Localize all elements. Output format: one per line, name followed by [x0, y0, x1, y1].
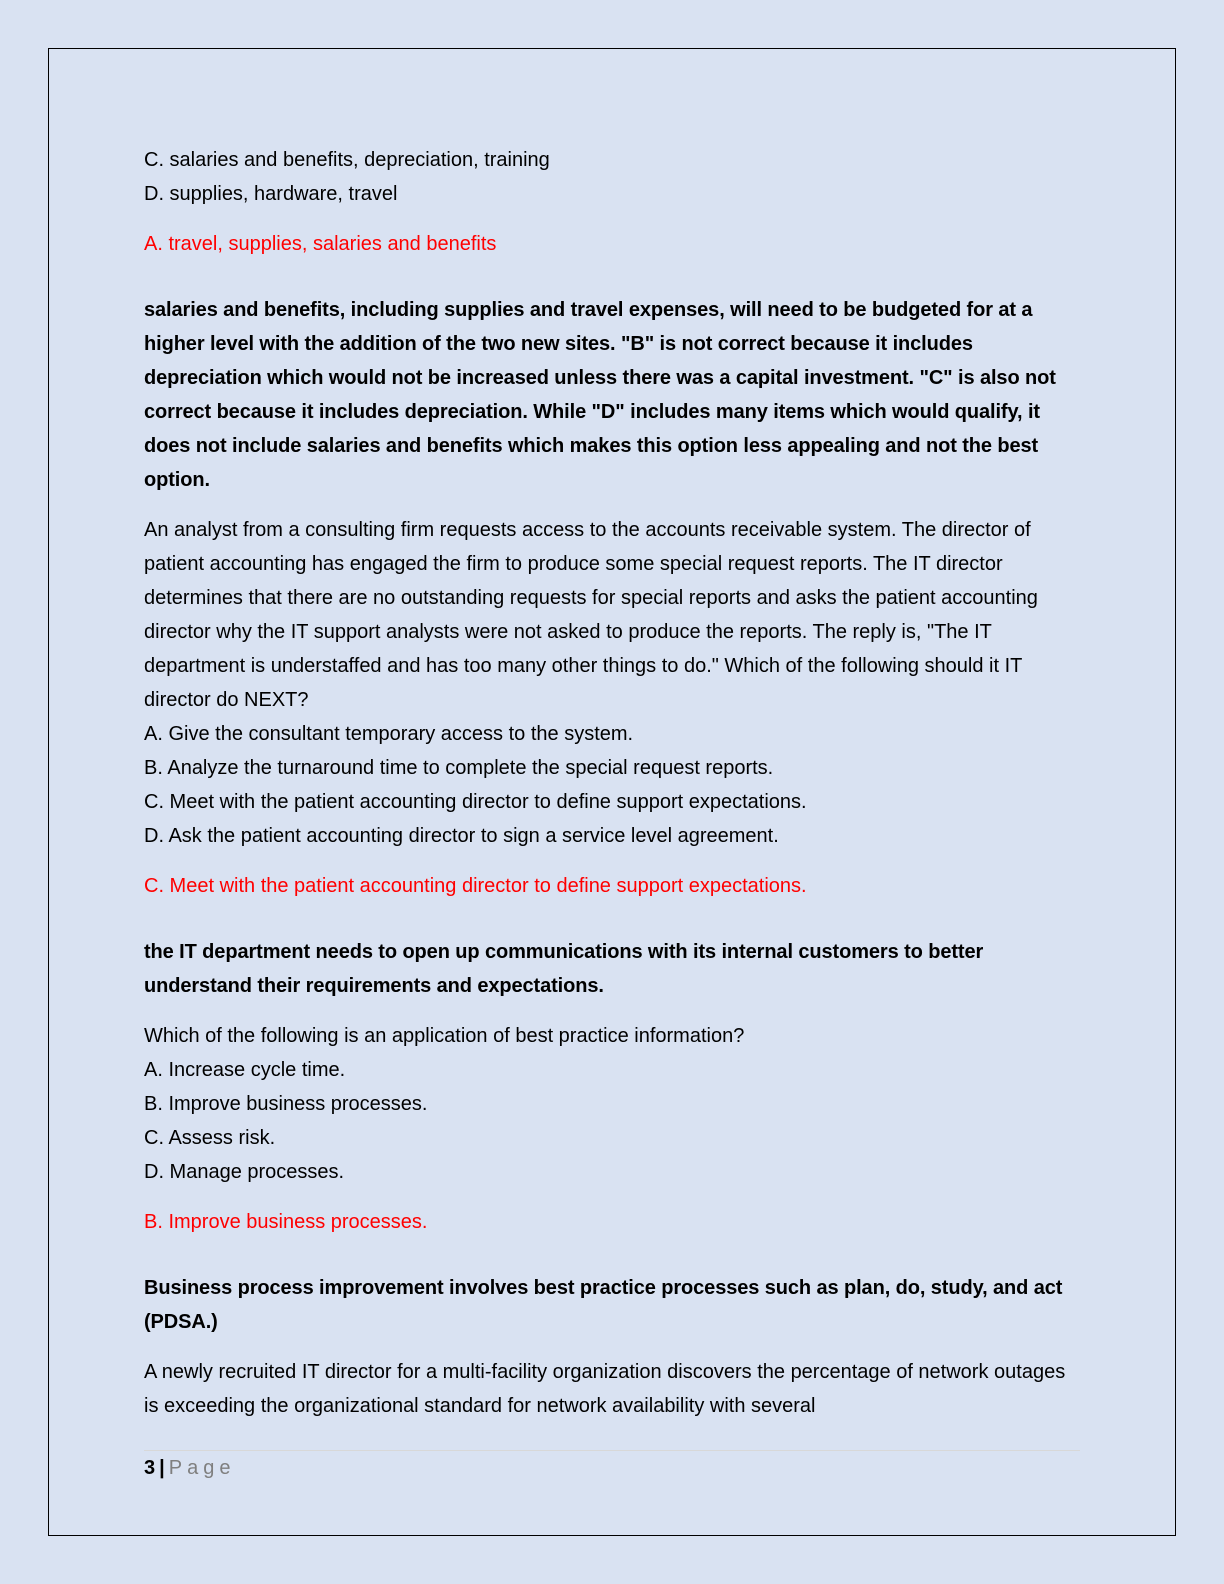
page-number: 3 — [144, 1457, 156, 1479]
answer-text: B. Improve business processes. — [144, 1211, 428, 1233]
option-b: B. Analyze the turnaround time to complete the special request reports. — [144, 757, 774, 779]
answer-text: A. travel, supplies, salaries and benefits — [144, 233, 497, 255]
footer-separator: | — [159, 1457, 165, 1479]
option-c: C. salaries and benefits, depreciation, training — [144, 149, 550, 171]
page-label: Page — [168, 1457, 236, 1479]
page-content — [144, 143, 1080, 1423]
option-b: B. Improve business processes. — [144, 1093, 428, 1115]
explanation-text: salaries and benefits, including supplies and travel expenses, will need to be budgeted for at a higher level with the addition of the two new sites. "B" is not correct because it includes depreciation which would not be increased unless there was a capital investment. "C" is also not correct because it includes depreciation. While "D" includes many items which would qualify, it does not include salaries and benefits which makes this option less appealing and not the best option. — [144, 299, 1056, 491]
question-text: A newly recruited IT director for a multi-facility organization discovers the percentage of network outages is exceeding the organizational standard for network availability with several — [144, 1361, 1066, 1417]
option-c: C. Assess risk. — [144, 1127, 276, 1149]
option-d: D. Manage processes. — [144, 1161, 345, 1183]
question-text: Which of the following is an application of best practice information? — [144, 1025, 745, 1047]
explanation-text: the IT department needs to open up communications with its internal customers to better understand their requirements and expectations. — [144, 941, 984, 997]
explanation-text: Business process improvement involves best practice processes such as plan, do, study, and act (PDSA.) — [144, 1277, 1063, 1333]
option-c: C. Meet with the patient accounting director to define support expectations. — [144, 791, 807, 813]
option-a: A. Give the consultant temporary access to the system. — [144, 723, 634, 745]
page-footer — [144, 1450, 1080, 1483]
option-a: A. Increase cycle time. — [144, 1059, 346, 1081]
answer-text: C. Meet with the patient accounting director to define support expectations. — [144, 875, 807, 897]
option-d: D. supplies, hardware, travel — [144, 183, 398, 205]
option-d: D. Ask the patient accounting director to sign a service level agreement. — [144, 825, 779, 847]
question-text: An analyst from a consulting firm requests access to the accounts receivable system. The director of patient accounting has engaged the firm to produce some special request reports. The IT director determines that there are no outstanding requests for special reports and asks the patient accounting director why the IT support analysts were not asked to produce the reports. The reply is, "The IT department is understaffed and has too many other things to do." Which of the following should it IT director do NEXT? — [144, 519, 1038, 711]
